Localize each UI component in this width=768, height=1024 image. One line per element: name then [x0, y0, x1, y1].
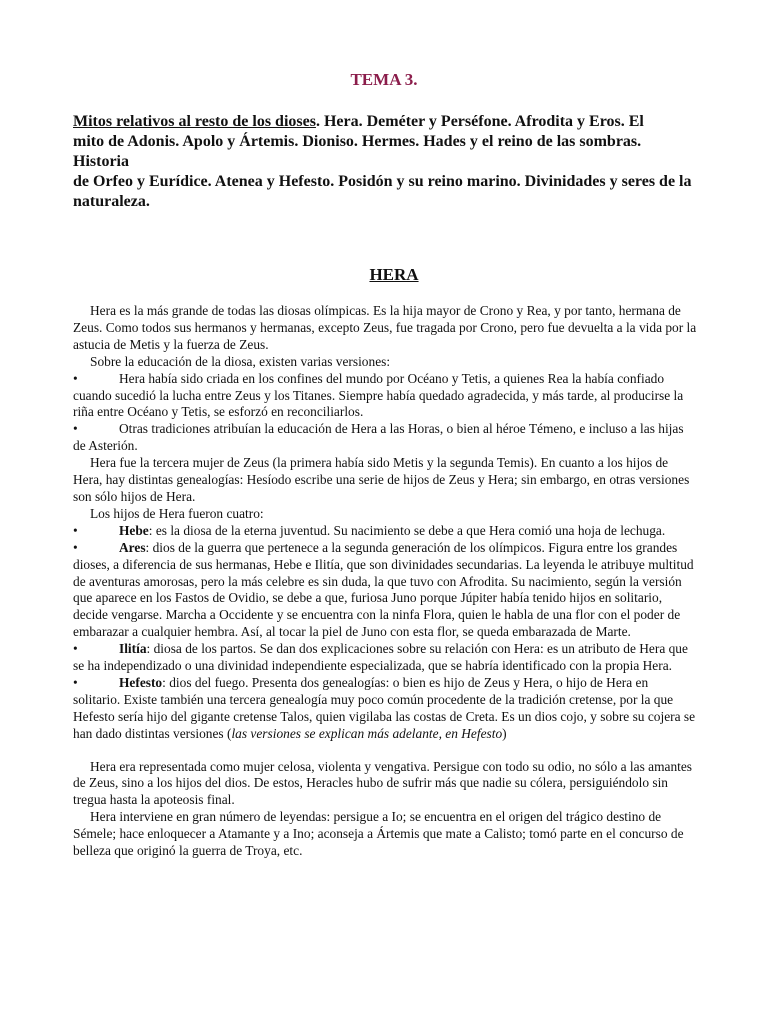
list-item-ares [73, 540, 698, 641]
heading-line-4: naturaleza. [73, 193, 150, 210]
heading-line-2: mito de Adonis. Apolo y Ártemis. Dioniso. Hermes. Hades y el reino de las sombras. Historia [73, 133, 642, 170]
list-item-ilitia [73, 641, 698, 675]
list-item-text: Otras tradiciones atribuían la educación de Hera a las Horas, o bien al héroe Témeno, e incluso a las hijas de Asterión. [73, 421, 684, 454]
list-item-text: : dios del fuego. Presenta dos genealogías: o bien es hijo de Zeus y Hera, o hijo de Hera en solitario. Existe también una tercera genealogía muy poco común procedente de la tradición cretense, por la que Hefesto sería hijo del gigante cretense Talos, quien vigilaba las costas de Creta. Es un dios cojo, y sobre su cojera se han dado distintas versiones ( [73, 674, 696, 741]
section-title: HERA [369, 265, 419, 284]
paragraph-children: Los hijos de Hera fueron cuatro: [90, 505, 264, 521]
deity-name: Hebe [119, 522, 149, 538]
list-item-text: : es la diosa de la eterna juventud. Su nacimiento se debe a que Hera comió una hoja de lechuga. [148, 522, 666, 538]
bullet-marker: • [73, 370, 78, 386]
list-item [73, 421, 698, 455]
list-item-text: : dios de la guerra que pertenece a la segunda generación de los olímpicos. Figura entre los grandes dioses, a diferencia de sus hermanas, Hebe e Ilitía, que son divinidades secundarias. La leyenda le atribuye multitud de aventuras amorosas, pero la más celebre es sin duda, la que tuvo con Afrodita. Su nacimiento, según la versión que aparece en los Fastos de Ovidio, se debe a que, furiosa Juno porque Júpiter había tenido hijos en solitario, decide vengarse. Marcha a Occidente y se encuentra con la ninfa Flora, quien le habla de una flor con el poder de embarazar a cualquier hembra. Así, al tocar la piel de Juno con esta flor, se queda embarazada de Marte. [73, 539, 694, 640]
paragraph-jealousy: Hera era representada como mujer celosa, violenta y vengativa. Persigue con todo su odio, no sólo a las amantes de Zeus, sino a los hijos del dios. De estos, Heracles hubo de sufrir más que nadie su cólera, persiguiéndolo sin tregua hasta la apoteosis final. [73, 758, 693, 808]
list-item-text: : diosa de los partos. Se dan dos explicaciones sobre su relación con Hera: es un atributo de Hera que se ha independizado o una divinidad independiente especializada, que se habría identificado con la propia Hera. [73, 641, 688, 674]
paragraph-gap [73, 743, 698, 759]
heading-line-1: . Hera. Deméter y Perséfone. Afrodita y Eros. El [315, 113, 644, 130]
deity-name: Ares [119, 539, 146, 555]
heading-line-3: de Orfeo y Eurídice. Atenea y Hefesto. Posidón y su reino marino. Divinidades y seres de la [73, 173, 692, 190]
italic-note: las versiones se explican más adelante, en Hefesto [231, 725, 503, 741]
bullet-marker: • [73, 641, 78, 657]
bullet-marker: • [73, 539, 78, 555]
bullet-marker: • [73, 421, 78, 437]
paragraph-intro: Hera es la más grande de todas las diosas olímpicas. Es la hija mayor de Crono y Rea, y por tanto, hermana de Zeus. Como todos sus hermanos y hermanas, excepto Zeus, fue tragada por Crono, pero fue devuelta a la vida por la astucia de Metis y la fuerza de Zeus. [73, 303, 697, 352]
deity-name: Ilitía [119, 641, 147, 657]
bullet-marker: • [73, 522, 78, 538]
topic-heading [73, 112, 698, 212]
paragraph-legends: Hera interviene en gran número de leyendas: persigue a Io; se encuentra en el origen del trágico destino de Sémele; hace enloquecer a Atamante y a Ino; aconseja a Ártemis que mate a Calisto; tomó parte en el concurso de belleza que originó la guerra de Troya, etc. [73, 809, 684, 859]
list-item-hefesto [73, 675, 698, 743]
bullet-marker: • [73, 674, 78, 690]
list-item-text: Hera había sido criada en los confines del mundo por Océano y Tetis, a quienes Rea la había confiado cuando sucedió la lucha entre Zeus y los Titanes. Siempre había quedado agradecida, y más tarde, al producirse la riña entre Océano y Tetis, se esforzó en reconciliarlos. [73, 370, 684, 420]
paragraph-education: Sobre la educación de la diosa, existen varias versiones: [90, 353, 391, 369]
paragraph-wives: Hera fue la tercera mujer de Zeus (la primera había sido Metis y la segunda Temis). En cuanto a los hijos de Hera, hay distintas genealogías: Hesíodo escribe una serie de hijos de Zeus y Hera; sin embargo, en otras versiones son sólo hijos de Hera. [73, 455, 690, 504]
heading-underlined-text: Mitos relativos al resto de los dioses [73, 113, 316, 130]
closing-paren: ) [502, 725, 507, 741]
document-body [73, 303, 698, 860]
list-item [73, 371, 698, 422]
topic-number: TEMA 3. [350, 70, 418, 89]
deity-name: Hefesto [119, 674, 163, 690]
list-item-hebe [73, 523, 698, 540]
